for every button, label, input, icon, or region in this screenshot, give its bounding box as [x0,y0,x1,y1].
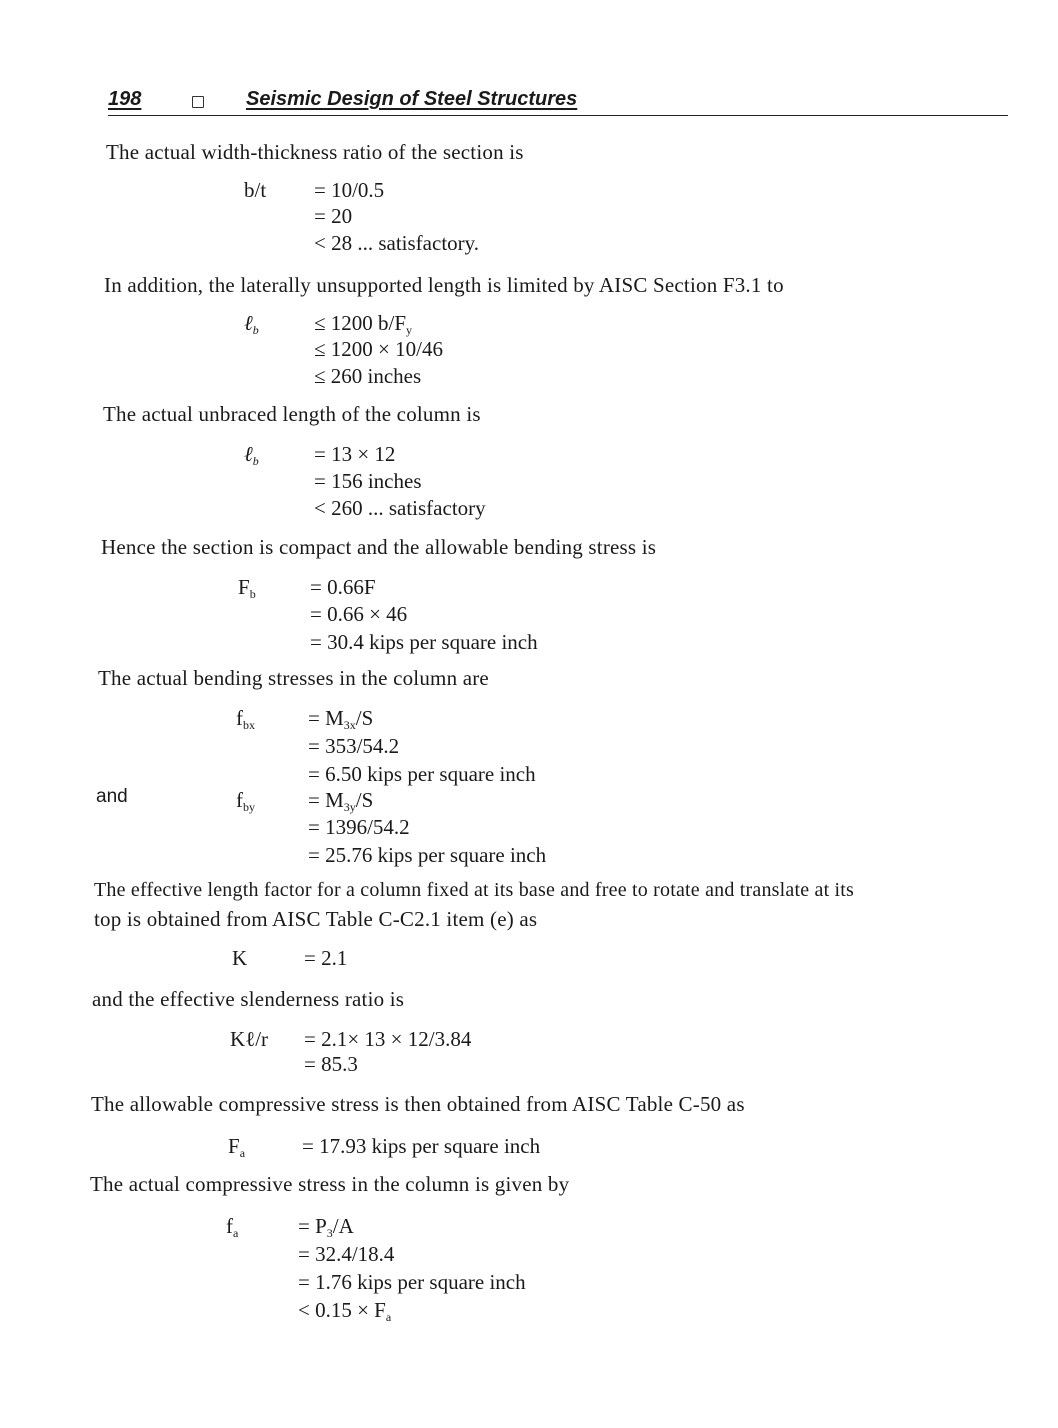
equation-line: ≤ 1200 × 10/46 [314,337,443,361]
equation-line: = $M_{3y}/S$ [308,788,374,814]
equation-symbol: Kℓ/r [230,1027,269,1051]
equation-line: = 2.1× 13 × 12/3.84 [304,1027,472,1051]
book-title: Seismic Design of Steel Structures [246,88,578,110]
paragraph-line: The effective length factor for a column fixed at its base and free to rotate and translate at its [94,879,855,901]
equation-symbol: ℓ$_b$ [244,311,259,337]
equation-line: = 156 inches [314,469,422,493]
equation-symbol: $F_a$ [228,1134,246,1160]
equation-symbol: $f_{by}$ [236,788,255,814]
paragraph: The allowable compressive stress is then obtained from AISC Table C-50 as [91,1092,745,1116]
paragraph: Hence the section is compact and the allowable bending stress is [101,535,657,559]
equation-line: = $P_3/A$ [298,1214,354,1240]
equation-symbol: $F_b$ [238,575,256,601]
running-header [108,88,1008,118]
equation-symbol: ℓ$_b$ [244,442,259,468]
equation-line: = 30.4 kips per square inch [310,630,538,654]
equation-line: < $0.15 \times F_a$ [298,1298,392,1324]
equation-symbol: $f_{bx}$ [236,706,255,732]
equation-line: = 25.76 kips per square inch [308,843,547,867]
equation-line: = 32.4/18.4 [298,1242,395,1266]
header-rule [108,115,1008,116]
equation-line: < 28 ... satisfactory. [314,231,480,255]
equation-symbol: K [232,946,248,970]
equation-line: = 1396/54.2 [308,815,410,839]
equation-symbol: $f_a$ [226,1214,239,1240]
equation-line: = 85.3 [304,1052,358,1076]
equation-line: ≤ 1200 $b/F_y$ [314,311,413,337]
equation-line: = 17.93 kips per square inch [302,1134,541,1158]
equation-line: = 0.66F [310,575,376,599]
equation-line: ≤ 260 inches [314,364,422,388]
equation-line: = $M_{3x}/S$ [308,706,374,732]
equation-line: = 1.76 kips per square inch [298,1270,526,1294]
box-icon [192,96,204,108]
paragraph: The actual bending stresses in the column are [98,666,489,690]
paragraph: and the effective slenderness ratio is [92,987,405,1011]
paragraph-line: top is obtained from AISC Table C-C2.1 item (e) as [94,907,538,931]
equation-line: = 20 [314,204,353,228]
paragraph: In addition, the laterally unsupported length is limited by AISC Section F3.1 to [104,273,784,297]
equation-line: < 260 ... satisfactory [314,496,486,520]
equation-line: = 6.50 kips per square inch [308,762,536,786]
equation-line: = 353/54.2 [308,734,400,758]
paragraph: The actual compressive stress in the column is given by [90,1172,570,1196]
paragraph: The actual unbraced length of the column is [103,402,481,426]
equation-line: = 0.66 × 46 [310,602,408,626]
equation-line: = 2.1 [304,946,348,970]
and-label: and [96,786,128,807]
equation-line: = 10/0.5 [314,178,385,202]
page-number: 198 [108,88,142,110]
paragraph: The actual width-thickness ratio of the section is [106,140,524,164]
equation-symbol: b/t [244,178,267,202]
equation-line: = 13 × 12 [314,442,396,466]
